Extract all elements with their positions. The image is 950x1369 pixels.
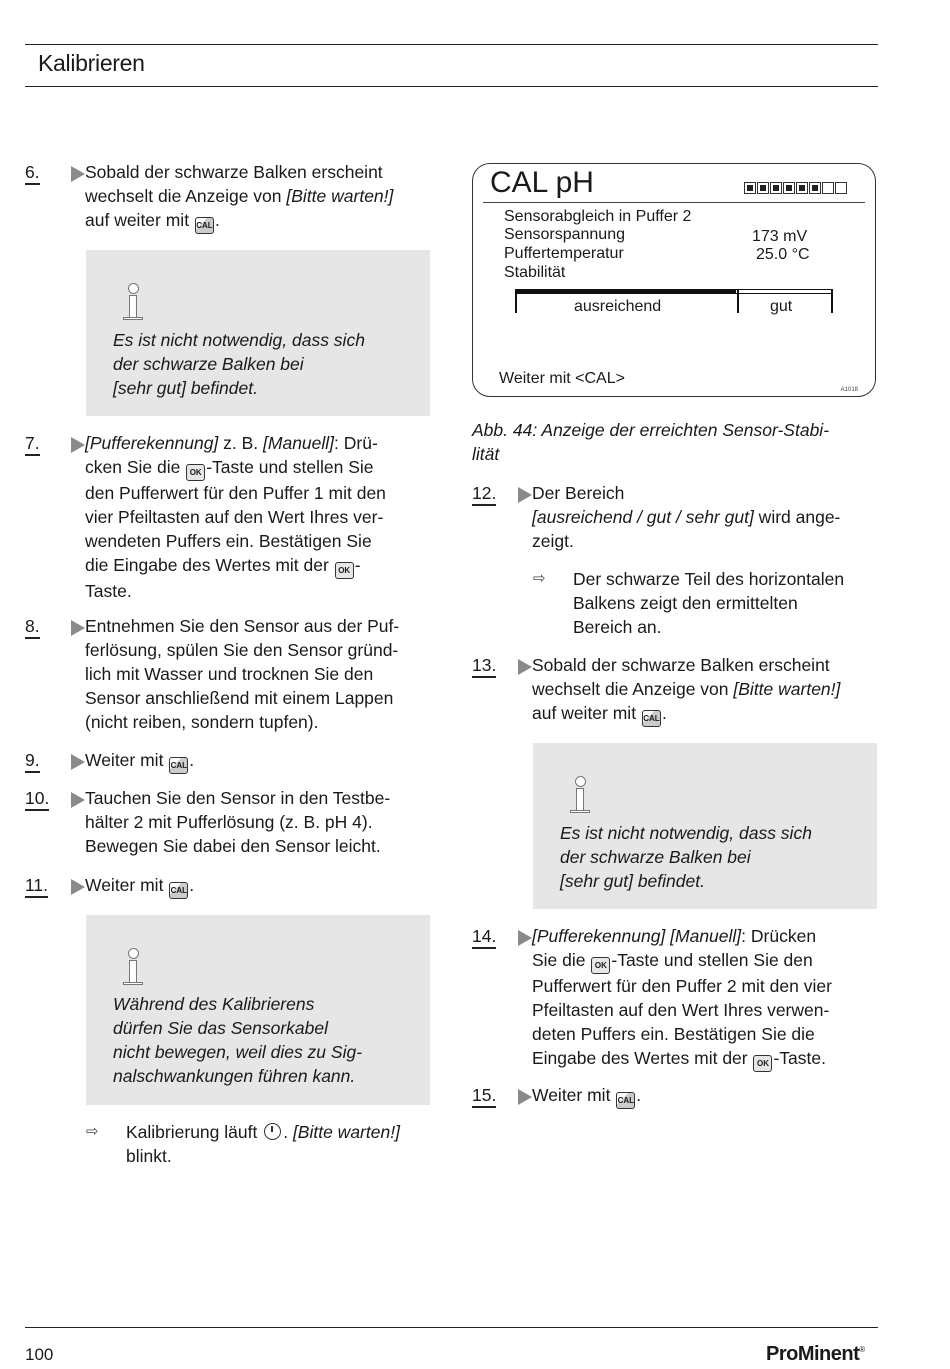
text: z. B. [218, 433, 264, 453]
ok-key-icon: OK [591, 957, 610, 974]
text-line: wendeten Puffers ein. Bestätigen Sie [85, 531, 372, 551]
text-line: Taste. [85, 581, 132, 601]
text: : Drücken [741, 926, 817, 946]
step-number: 12. [472, 482, 496, 506]
cal-key-icon: CAL [169, 757, 188, 774]
step-arrow-icon [71, 620, 85, 636]
header-rule-bottom [25, 86, 878, 87]
step-number: 14. [472, 925, 496, 949]
text-line: Bereich an. [573, 617, 662, 637]
text-line: Balkens zeigt den ermittelten [573, 593, 798, 613]
ok-key-icon: OK [753, 1055, 772, 1072]
text: Eingabe des Wertes mit der [532, 1048, 753, 1068]
step-arrow-icon [518, 930, 532, 946]
cal-key-icon: CAL [616, 1092, 635, 1109]
page-title: Kalibrieren [38, 50, 145, 76]
text-line: deten Puffers ein. Bestätigen Sie die [532, 1024, 815, 1044]
info-text: [sehr gut] befindet. [560, 871, 705, 891]
figure-caption [472, 418, 877, 466]
text-line: blinkt. [126, 1146, 172, 1166]
text: cken Sie die [85, 457, 186, 477]
text-line: Entnehmen Sie den Sensor aus der Puf- [85, 616, 400, 636]
progress-block [796, 182, 808, 194]
text-line: zeigt. [532, 531, 574, 551]
text-line: Sobald der schwarze Balken erscheint [85, 162, 383, 182]
step-number: 9. [25, 749, 40, 773]
text-line: hälter 2 mit Pufferlösung (z. B. pH 4). [85, 812, 373, 832]
caption-line: lität [472, 444, 500, 464]
step-number: 11. [25, 874, 48, 898]
result-arrow-icon: ⇨ [86, 1123, 99, 1140]
text-line: Tauchen Sie den Sensor in den Testbe- [85, 788, 391, 808]
text: die Eingabe des Wertes mit der [85, 555, 334, 575]
text: Kalibrierung läuft [126, 1122, 263, 1142]
text: - [354, 555, 361, 575]
display-label: Puffertemperatur [504, 245, 624, 262]
ok-key-icon: OK [335, 562, 354, 579]
text-line: den Pufferwert für den Puffer 1 mit den [85, 483, 386, 503]
step-arrow-icon [518, 487, 532, 503]
text: . [283, 1122, 293, 1142]
status-text: [Bitte warten!] [733, 679, 841, 699]
info-icon [123, 283, 143, 321]
info-box-2 [86, 915, 430, 1105]
cal-key-icon: CAL [169, 882, 188, 899]
figure-code: A1018 [840, 387, 858, 393]
brand-logo [766, 1343, 865, 1366]
step-number: 8. [25, 615, 40, 639]
info-text: nalschwankungen führen kann. [113, 1066, 356, 1086]
text: . [636, 1085, 642, 1105]
info-text: Während des Kalibrierens [113, 994, 315, 1014]
text-line: vier Pfeiltasten auf den Wert Ihres ver- [85, 507, 384, 527]
page-number: 100 [25, 1345, 54, 1364]
text-line: Sensor anschließend mit einem Lappen [85, 688, 394, 708]
footer-rule [25, 1327, 878, 1328]
step-arrow-icon [71, 879, 85, 895]
display-title: CAL pH [490, 166, 594, 199]
stability-label: ausreichend [574, 298, 662, 315]
display-value: 25.0 °C [756, 246, 810, 263]
text-line: Bewegen Sie dabei den Sensor leicht. [85, 836, 381, 856]
text-line: ferlösung, spülen Sie den Sensor gründ- [85, 640, 399, 660]
info-text: der schwarze Balken bei [560, 847, 751, 867]
progress-block [783, 182, 795, 194]
stability-label: gut [770, 298, 793, 315]
text: : Drü- [334, 433, 378, 453]
step-arrow-icon [71, 437, 85, 453]
info-box-3 [533, 743, 877, 909]
text-line: lich mit Wasser und trocknen Sie den [85, 664, 374, 684]
text: . [189, 750, 195, 770]
step-arrow-icon [71, 792, 85, 808]
display-line: Sensorabgleich in Puffer 2 [504, 208, 692, 225]
step-arrow-icon [71, 166, 85, 182]
text-line: Pufferwert für den Puffer 2 mit den vier [532, 976, 832, 996]
text: [Manuell] [263, 433, 335, 453]
display-footer: Weiter mit <CAL> [499, 370, 625, 387]
text: wird ange- [753, 507, 841, 527]
text: auf weiter mit [85, 210, 194, 230]
progress-block [770, 182, 782, 194]
text-line: Der Bereich [532, 483, 625, 503]
caption-line: Abb. 44: Anzeige der erreichten Sensor-Stabi- [472, 420, 830, 440]
text-line: Der schwarze Teil des horizontalen [573, 569, 845, 589]
text: Weiter mit [532, 1085, 616, 1105]
step-arrow-icon [518, 659, 532, 675]
text: wechselt die Anzeige von [532, 679, 734, 699]
step-arrow-icon [518, 1089, 532, 1105]
display-label: Sensorspannung [504, 226, 625, 243]
text: wechselt die Anzeige von [85, 186, 287, 206]
display-label: Stabilität [504, 264, 566, 281]
progress-block [809, 182, 821, 194]
info-text: der schwarze Balken bei [113, 354, 304, 374]
logo-text: ProMinent [766, 1343, 860, 1365]
header-rule-top [25, 44, 878, 45]
status-text: [Bitte warten!] [292, 1122, 400, 1142]
stability-progress-blocks [744, 182, 848, 194]
display-divider [483, 202, 865, 203]
display-value: 173 mV [752, 228, 808, 245]
text: [Pufferekennung] [85, 433, 219, 453]
info-text: [sehr gut] befindet. [113, 378, 258, 398]
step-number: 6. [25, 161, 40, 185]
progress-block [744, 182, 756, 194]
text-line: Sobald der schwarze Balken erscheint [532, 655, 830, 675]
info-text: Es ist nicht notwendig, dass sich [113, 330, 365, 350]
text: . [661, 703, 667, 723]
device-display [472, 163, 876, 397]
text: Weiter mit [85, 750, 169, 770]
text: [ausreichend / gut / sehr gut] [532, 507, 754, 527]
text: -Taste und stellen Sie [206, 457, 374, 477]
result-arrow-icon: ⇨ [533, 570, 546, 587]
info-text: dürfen Sie das Sensorkabel [113, 1018, 328, 1038]
info-text: Es ist nicht notwendig, dass sich [560, 823, 812, 843]
text: Sie die [532, 950, 591, 970]
step-number: 10. [25, 787, 49, 811]
info-icon [123, 948, 143, 986]
cal-key-icon: CAL [642, 710, 661, 727]
progress-block [757, 182, 769, 194]
info-icon [570, 776, 590, 814]
progress-block [822, 182, 834, 194]
cal-key-icon: CAL [195, 217, 214, 234]
text: auf weiter mit [532, 703, 641, 723]
text: -Taste und stellen Sie den [611, 950, 813, 970]
info-text: nicht bewegen, weil dies zu Sig- [113, 1042, 363, 1062]
text: Weiter mit [85, 875, 169, 895]
text: [Pufferekennung] [Manuell] [532, 926, 742, 946]
registered-mark: ® [859, 1345, 865, 1354]
status-text: [Bitte warten!] [286, 186, 394, 206]
step-number: 13. [472, 654, 496, 678]
step-number: 15. [472, 1084, 496, 1108]
text-line: Pfeiltasten auf den Wert Ihres verwen- [532, 1000, 830, 1020]
step-number: 7. [25, 432, 40, 456]
info-box-1 [86, 250, 430, 416]
step-arrow-icon [71, 754, 85, 770]
ok-key-icon: OK [186, 464, 205, 481]
progress-block [835, 182, 847, 194]
text: . [214, 210, 220, 230]
text: . [189, 875, 195, 895]
clock-icon [264, 1123, 281, 1140]
text: -Taste. [773, 1048, 827, 1068]
text-line: (nicht reiben, sondern tupfen). [85, 712, 319, 732]
